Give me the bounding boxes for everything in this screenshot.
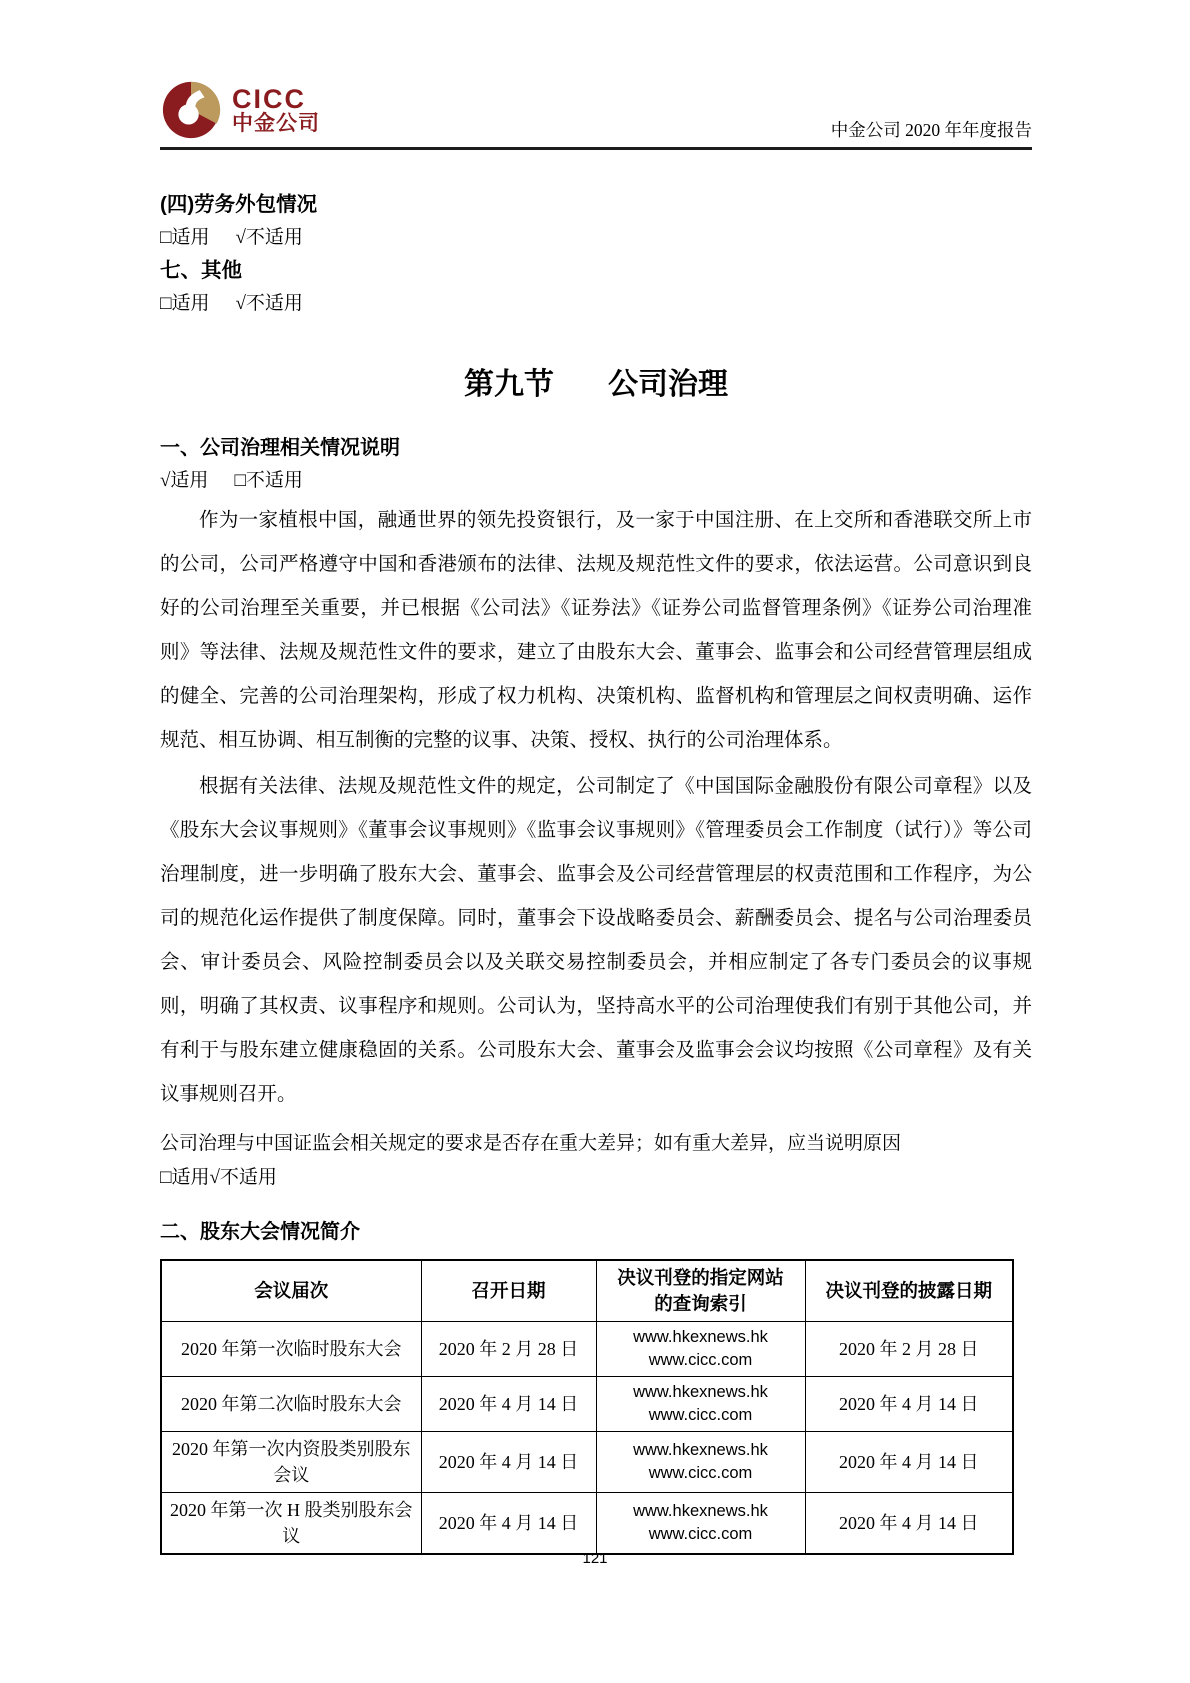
table-row <box>161 1377 1013 1432</box>
report-title: 中金公司 2020 年年度报告 <box>830 120 1032 140</box>
cell-disclosure-date: 2020 年 4 月 14 日 <box>805 1493 1013 1555</box>
page-number: 121 <box>582 1550 608 1567</box>
website-hkexnews: www.hkexnews.hk <box>633 1441 768 1459</box>
csrc-difference-note <box>160 1127 1032 1195</box>
cell-websites <box>596 1493 805 1555</box>
logo-text-en: CICC <box>232 83 306 114</box>
checkbox-apply-unchecked: □适用 <box>160 1167 210 1188</box>
website-cicc: www.cicc.com <box>648 1406 753 1424</box>
checkbox-na-checked: √不适用 <box>235 293 303 314</box>
cell-disclosure-date: 2020 年 4 月 14 日 <box>805 1377 1013 1432</box>
cell-date: 2020 年 4 月 14 日 <box>421 1493 596 1555</box>
logo-text-cn: 中金公司 <box>232 112 320 136</box>
heading-shareholder-meetings: 二、股东大会情况简介 <box>160 1221 360 1243</box>
checkbox-apply-unchecked: □适用 <box>160 293 210 314</box>
website-cicc: www.cicc.com <box>648 1351 753 1369</box>
governance-applicability <box>160 466 1032 496</box>
cell-session: 2020 年第一次 H 股类别股东会议 <box>161 1493 421 1555</box>
cicc-brand <box>160 79 320 147</box>
others-applicability <box>160 289 1032 319</box>
table-row <box>161 1322 1013 1377</box>
cell-websites <box>596 1432 805 1493</box>
website-cicc: www.cicc.com <box>648 1464 753 1482</box>
website-hkexnews: www.hkexnews.hk <box>633 1383 768 1401</box>
col-header-date: 召开日期 <box>421 1260 596 1322</box>
csrc-applicability <box>160 1161 1032 1195</box>
chapter-name: 公司治理 <box>608 368 728 401</box>
col-header-website-line1: 决议刊登的指定网站 <box>617 1267 784 1288</box>
csrc-note-text: 公司治理与中国证监会相关规定的要求是否存在重大差异；如有重大差异，应当说明原因 <box>160 1133 902 1154</box>
cell-date: 2020 年 4 月 14 日 <box>421 1377 596 1432</box>
cell-websites <box>596 1377 805 1432</box>
table-row <box>161 1432 1013 1493</box>
col-header-website-line2: 的查询索引 <box>654 1293 747 1314</box>
cell-session: 2020 年第一次内资股类别股东会议 <box>161 1432 421 1493</box>
cell-session: 2020 年第一次临时股东大会 <box>161 1322 421 1377</box>
outsourcing-applicability <box>160 223 1032 253</box>
cell-date: 2020 年 2 月 28 日 <box>421 1322 596 1377</box>
website-hkexnews: www.hkexnews.hk <box>633 1502 768 1520</box>
checkbox-apply-unchecked: □适用 <box>160 227 210 248</box>
governance-paragraph-2: 根据有关法律、法规及规范性文件的规定，公司制定了《中国国际金融股份有限公司章程》以及《股东大会议事规则》《董事会议事规则》《监事会议事规则》《管理委员会工作制度（试行）》等公司治理制度，进一步明确了股东大会、董事会、监事会及公司经营管理层的权责范围和工作程序，为公司的规范化运作提供了制度保障。同时，董事会下设战略委员会、薪酬委员会、提名与公司治理委员会、审计委员会、风险控制委员会以及关联交易控制委员会，并相应制定了各专门委员会的议事规则，明确了其权责、议事程序和规则。公司认为，坚持高水平的公司治理使我们有别于其他公司，并有利于与股东建立健康稳固的关系。公司股东大会、董事会及监事会会议均按照《公司章程》及有关议事规则召开。 <box>160 776 1032 1105</box>
cell-disclosure-date: 2020 年 4 月 14 日 <box>805 1432 1013 1493</box>
cell-date: 2020 年 4 月 14 日 <box>421 1432 596 1493</box>
website-cicc: www.cicc.com <box>648 1525 753 1543</box>
governance-paragraph-1: 作为一家植根中国，融通世界的领先投资银行，及一家于中国注册、在上交所和香港联交所上市的公司，公司严格遵守中国和香港颁布的法律、法规及规范性文件的要求，依法运营。公司意识到良好的公司治理至关重要，并已根据《公司法》《证券法》《证券公司监督管理条例》《证券公司治理准则》等法律、法规及规范性文件的要求，建立了由股东大会、董事会、监事会和公司经营管理层组成的健全、完善的公司治理架构，形成了权力机构、决策机构、监督机构和管理层之间权责明确、运作规范、相互协调、相互制衡的完整的议事、决策、授权、执行的公司治理体系。 <box>160 510 1032 751</box>
cicc-wordmark <box>232 85 320 135</box>
heading-labor-outsourcing: (四)劳务外包情况 <box>160 193 318 216</box>
cicc-logo-icon <box>160 79 222 141</box>
col-header-session: 会议届次 <box>161 1260 421 1322</box>
chapter-title <box>160 365 1032 405</box>
heading-governance-overview: 一、公司治理相关情况说明 <box>160 437 400 459</box>
checkbox-na-checked: √不适用 <box>209 1167 277 1188</box>
chapter-number: 第九节 <box>464 368 554 401</box>
cell-websites <box>596 1322 805 1377</box>
checkbox-na-unchecked: □不适用 <box>234 470 303 491</box>
table-row <box>161 1493 1013 1555</box>
page-header <box>160 82 1032 150</box>
table-header-row <box>161 1260 1013 1322</box>
col-header-website <box>596 1260 805 1322</box>
checkbox-na-checked: √不适用 <box>235 227 303 248</box>
cell-session: 2020 年第二次临时股东大会 <box>161 1377 421 1432</box>
heading-others: 七、其他 <box>160 259 242 282</box>
shareholder-meetings-table <box>160 1259 1014 1555</box>
cell-disclosure-date: 2020 年 2 月 28 日 <box>805 1322 1013 1377</box>
page-content <box>160 190 1032 1555</box>
checkbox-apply-checked: √适用 <box>160 470 209 491</box>
col-header-disclosure: 决议刊登的披露日期 <box>805 1260 1013 1322</box>
website-hkexnews: www.hkexnews.hk <box>633 1328 768 1346</box>
